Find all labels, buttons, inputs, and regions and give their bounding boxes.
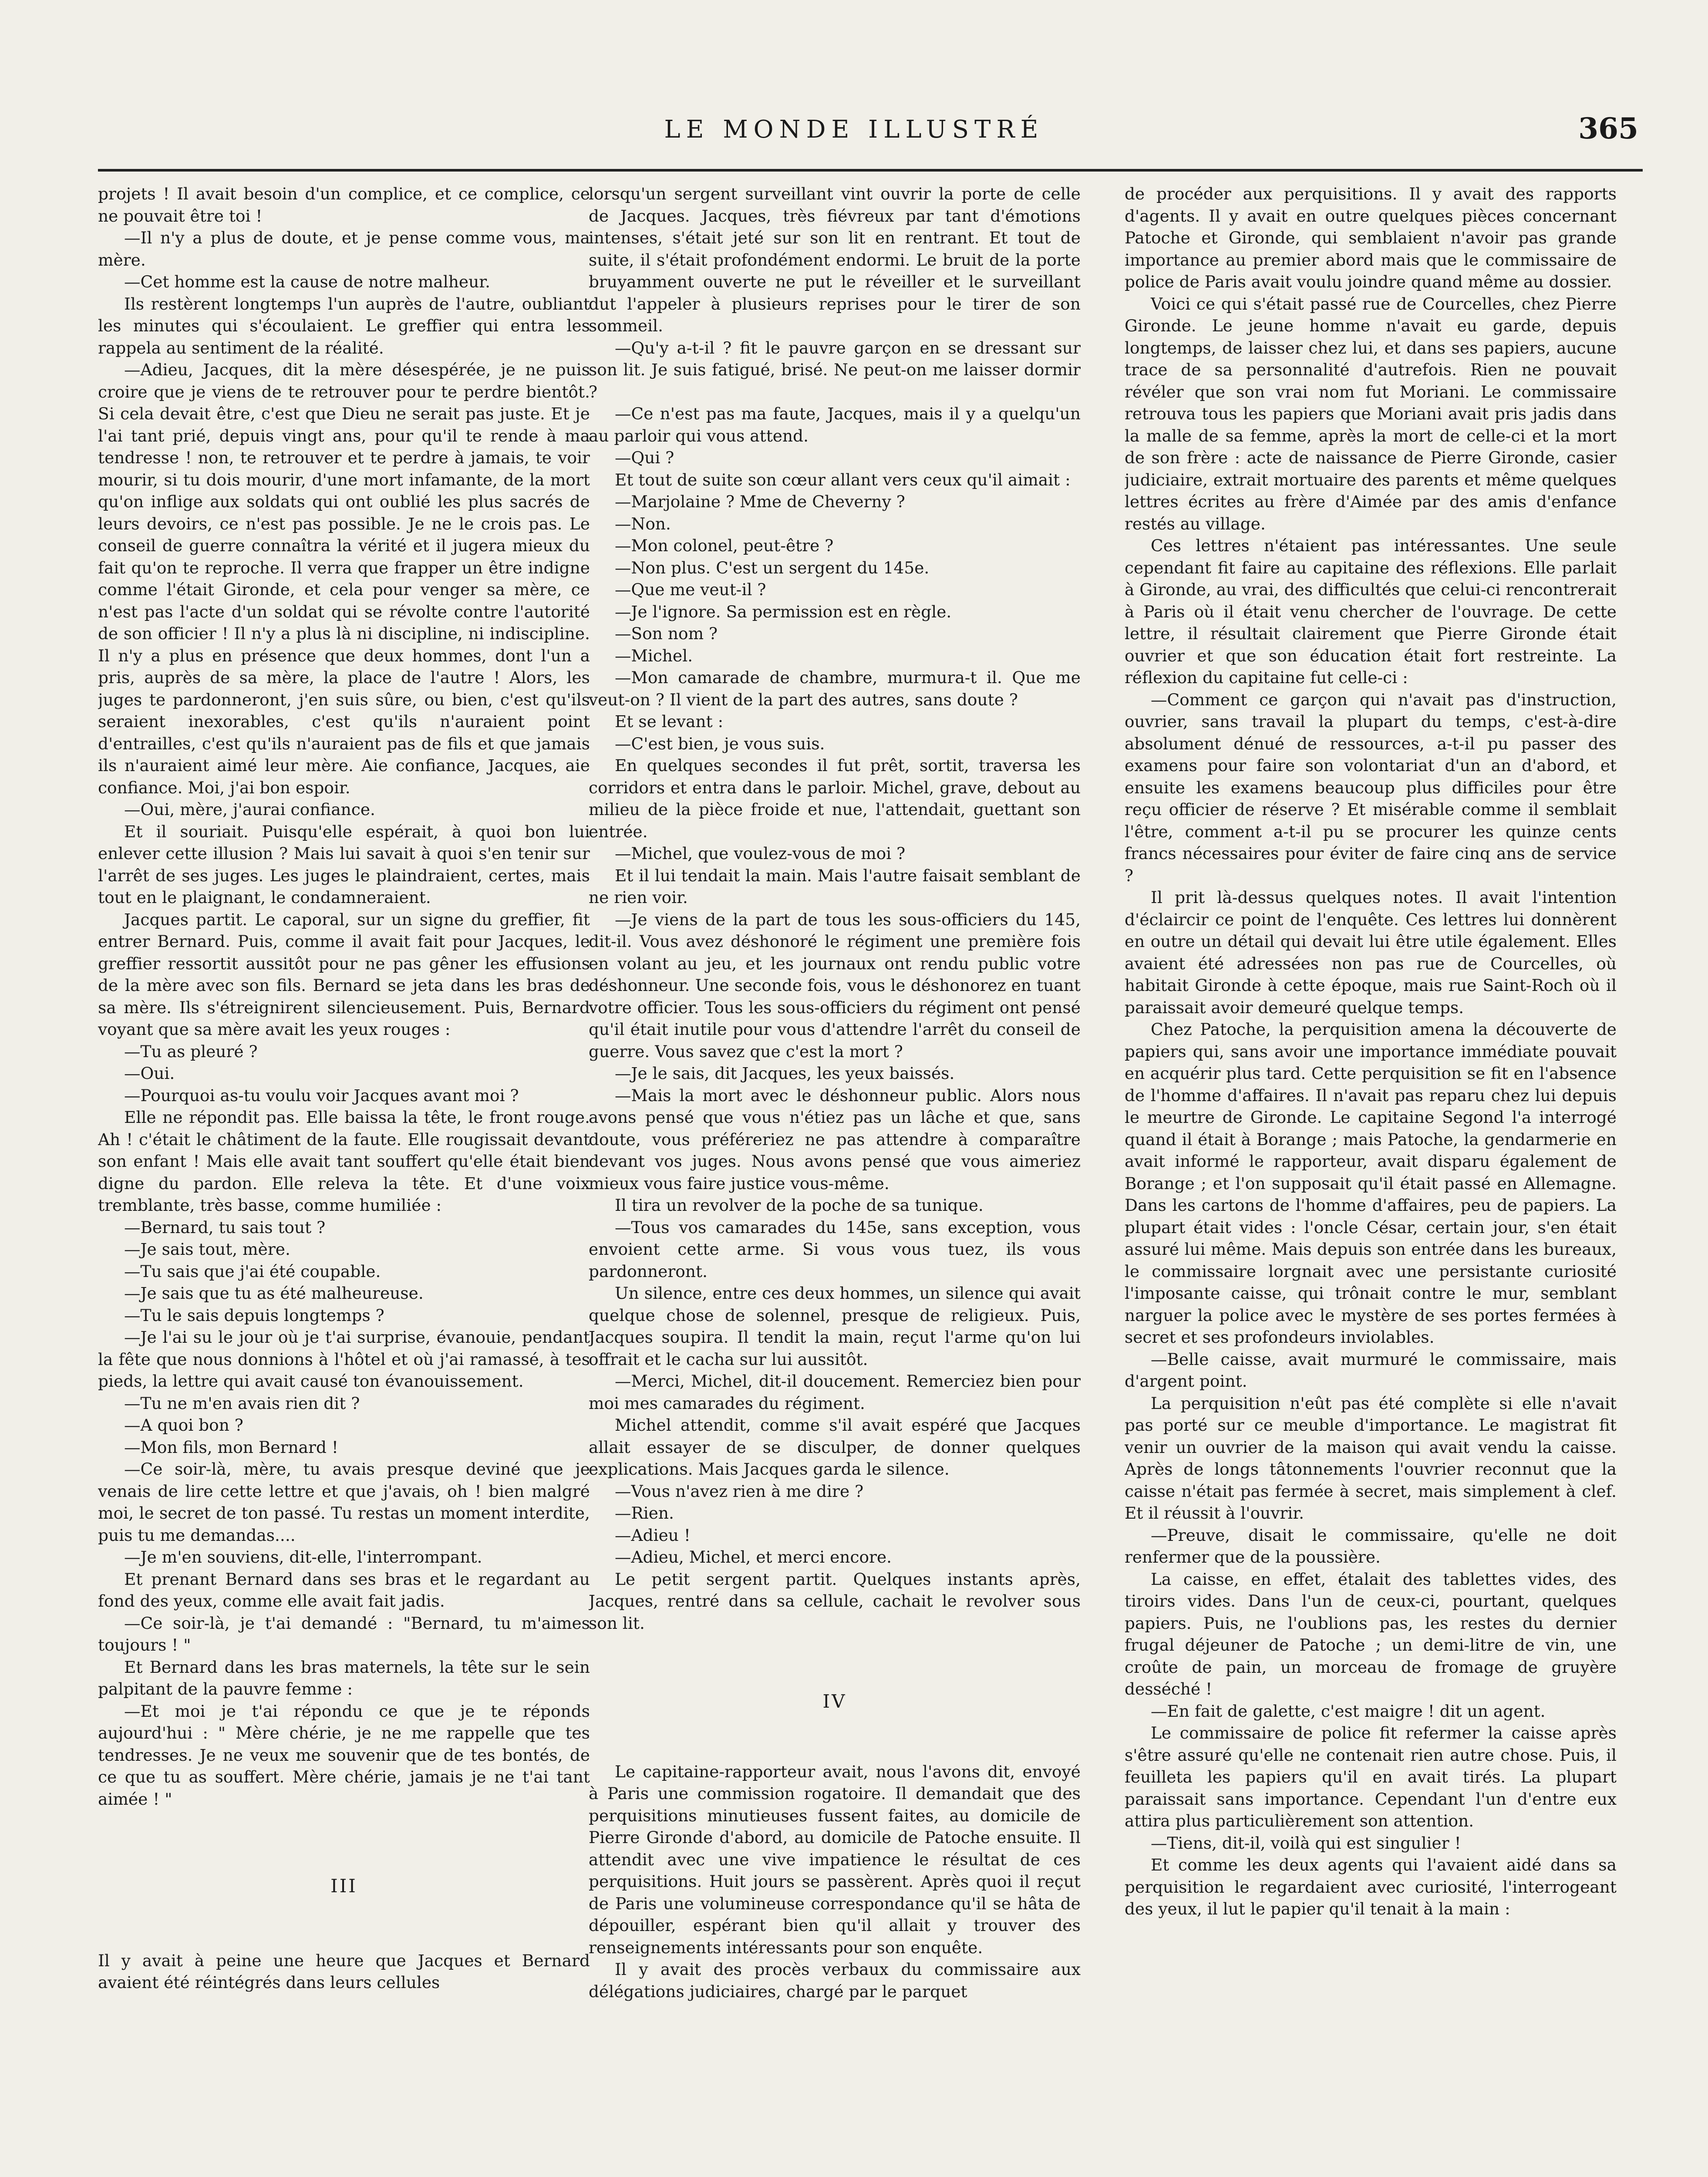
paragraph: —Pourquoi as-tu voulu voir Jacques avant moi ? — [124, 1085, 519, 1105]
paragraph: Le capitaine-rapporteur avait, nous l'avons dit, envoyé à Paris une commission rogatoire. Il demandait que des perquisitions minutieuses fussent faites, au domicile de Pierre Gironde d'abord, au domicile de Patoche ensuite. Il attendit avec une vive impatience le résultat de ces perquisitions. Huit jours se passèrent. Après quoi il reçut de Paris une volumineuse correspondance qu'il se hâta de dépouiller, espérant bien qu'il allait y trouver des renseignements intéressants pour son enquête. — [589, 1762, 1081, 1957]
paragraph: Voici ce qui s'était passé rue de Courcelles, chez Pierre Gironde. Le jeune homme n'avait eu garde, depuis longtemps, de laisser chez lui, et dans ses papiers, aucune trace de sa personnalité d'autrefois. Rien ne pouvait révéler que son vrai nom fut Moriani. Le commissaire retrouva tous les papiers que Moriani avait pris jadis dans la malle de sa femme, après la mort de celle-ci et la mort de son frère : acte de naissance de Pierre Gironde, casier judiciaire, extrait mortuaire des parents et même quelques lettres écrites au frère d'Aimée par des amis d'enfance restés au village. — [1125, 294, 1617, 533]
paragraph: Un silence, entre ces deux hommes, un silence qui avait quelque chose de solennel, presque de religieux. Puis, Jacques soupira. Il tendit la main, reçut l'arme qu'on lui offrait et le cacha sur lui aussitôt. — [589, 1284, 1081, 1369]
page-header — [0, 0, 1708, 183]
paragraph: —Comment ce garçon qui n'avait pas d'instruction, ouvrier, sans travail la plupart du temps, c'est-à-dire absolument dénué de ressources, a-t-il pu passer des examens pour faire son volontariat d'un an d'abord, et ensuite les examens beaucoup plus difficiles pour être reçu officier de réserve ? Et misérable comme il semblait l'être, comment a-t-il pu se procurer les quinze cents francs nécessaires pour éviter de faire cinq ans de service ? — [1125, 690, 1617, 885]
paragraph: —Ce n'est pas ma faute, Jacques, mais il y a quelqu'un au parloir qui vous attend. — [589, 404, 1081, 445]
paragraph: —Cet homme est la cause de notre malheur. — [124, 272, 490, 291]
paragraph: Jacques partit. Le caporal, sur un signe du greffier, fit entrer Bernard. Puis, comme il avait fait pour Jacques, le greffier ressortit aussitôt pour ne pas gêner les effusions de la mère avec son fils. Bernard se jeta dans les bras de sa mère. Ils s'étreignirent silencieusement. Puis, Bernard voyant que sa mère avait les yeux rouges : — [98, 910, 590, 1039]
paragraph: —Mon fils, mon Bernard ! — [124, 1437, 338, 1457]
paragraph: —Vous n'avez rien à me dire ? — [615, 1481, 864, 1501]
paragraph: —Tiens, dit-il, voilà qui est singulier ! — [1151, 1833, 1461, 1853]
paragraph: —Tu le sais depuis longtemps ? — [124, 1305, 384, 1325]
paragraph: Et comme les deux agents qui l'avaient aidé dans sa perquisition le regardaient avec curiosité, l'interrogeant des yeux, il lut le papier qu'il tenait à la main : — [1125, 1855, 1617, 1918]
paragraph: —Il n'y a plus de doute, et je pense comme vous, ma mère. — [98, 228, 590, 270]
chapter-heading: IV — [822, 1691, 847, 1712]
paragraph: —Tous vos camarades du 145e, sans exception, vous envoient cette arme. Si vous vous tuez, ils vous pardonneront. — [589, 1217, 1081, 1281]
paragraph: Il prit là-dessus quelques notes. Il avait l'intention d'éclaircir ce point de l'enquête. Ces lettres lui donnèrent en outre un détail qui devait lui être utile également. Elles avaient été adressées non pas rue de Courcelles, où habitait Gironde à cette époque, mais rue Saint-Roch où il paraissait avoir demeuré quelque temps. — [1125, 888, 1617, 1017]
paragraph: —Rien. — [615, 1503, 674, 1523]
paragraph: En quelques secondes il fut prêt, sortit, traversa les corridors et entra dans le parloir. Michel, grave, debout au milieu de la pièce froide et nue, l'attendait, guettant son entrée. — [589, 756, 1081, 841]
paragraph: —Je sais que tu as été malheureuse. — [124, 1284, 424, 1303]
paragraph: Et il souriait. Puisqu'elle espérait, à quoi bon lui enlever cette illusion ? Mais lui savait à quoi s'en tenir sur l'arrêt de ses juges. Les juges le plaindraient, certes, mais tout en le plaignant, le condamneraient. — [98, 822, 590, 907]
paragraph: —Je m'en souviens, dit-elle, l'interrompant. — [124, 1547, 482, 1567]
paragraph: —Je le sais, dit Jacques, les yeux baissés. — [615, 1064, 955, 1083]
paragraph: —Mais la mort avec le déshonneur public. Alors nous avons pensé que vous n'étiez pas un lâche et que, sans doute, vous préféreriez ne pas attendre à comparaître devant vos juges. Nous avons pensé que vous aimeriez mieux vous faire justice vous-même. — [589, 1085, 1081, 1193]
paragraph: Il tira un revolver de la poche de sa tunique. — [615, 1196, 984, 1215]
paragraph: —Tu ne m'en avais rien dit ? — [124, 1393, 360, 1413]
column-3 — [1125, 183, 1617, 2177]
paragraph: —Son nom ? — [615, 624, 718, 643]
paragraph: Elle ne répondit pas. Elle baissa la tête, le front rouge. Ah ! c'était le châtiment de la faute. Elle rougissait devant son enfant ! Mais elle avait tant souffert qu'elle était bien digne du pardon. Elle releva la tête. Et d'une voix tremblante, très basse, comme humiliée : — [98, 1108, 590, 1215]
paragraph: —Et moi je t'ai répondu ce que je te réponds aujourd'hui : " Mère chérie, je ne me rappelle que tes tendresses. Je ne veux me souvenir que de tes bontés, de ce que tu as souffert. Mère chérie, jamais je ne t'ai tant aimée ! " — [98, 1701, 590, 1809]
paragraph: Et tout de suite son cœur allant vers ceux qu'il aimait : — [615, 470, 1071, 489]
column-2 — [589, 183, 1081, 2177]
paragraph: —Qui ? — [615, 448, 674, 467]
paragraph: —Marjolaine ? Mme de Cheverny ? — [615, 492, 905, 511]
paragraph: —A quoi bon ? — [124, 1415, 243, 1435]
paragraph: —Qu'y a-t-il ? fit le pauvre garçon en se dressant sur son lit. Je suis fatigué, brisé. Ne peut-on me laisser dormir ? — [589, 338, 1081, 401]
paragraph: Ces lettres n'étaient pas intéressantes. Une seule cependant fit faire au capitaine des réflexions. Elle parlait à Gironde, au vrai, des difficultés que celui-ci rencontrerait à Paris où il était venu chercher de l'ouvrage. De cette lettre, il résultait clairement que Pierre Gironde était ouvrier et que son éducation était fort restreinte. La réflexion du capitaine fut celle-ci : — [1125, 536, 1617, 687]
paragraph: —Je sais tout, mère. — [124, 1240, 290, 1259]
header-rule — [98, 169, 1643, 172]
paragraph: —Non plus. C'est un sergent du 145e. — [615, 558, 930, 577]
paragraph: —Je l'ignore. Sa permission est en règle. — [615, 602, 952, 621]
paragraph: Michel attendit, comme s'il avait espéré que Jacques allait essayer de se disculper, de donner quelques explications. Mais Jacques garda le silence. — [589, 1415, 1081, 1479]
paragraph: Il y avait des procès verbaux du commissaire aux délégations judiciaires, chargé par le parquet — [589, 1960, 1081, 2001]
paragraph: lorsqu'un sergent surveillant vint ouvrir la porte de celle de Jacques. Jacques, très fiévreux par tant d'émotions intenses, s'était jeté sur son lit en rentrant. Et tout de suite, il s'était profondément endormi. Le bruit de la porte bruyamment ouverte ne put le réveiller et le surveillant dut l'appeler à plusieurs reprises pour le tirer de son sommeil. — [589, 184, 1081, 335]
paragraph: Ils restèrent longtemps l'un auprès de l'autre, oubliant les minutes qui s'écoulaient. Le greffier qui entra les rappela au sentiment de la réalité. — [98, 294, 590, 357]
paragraph: Chez Patoche, la perquisition amena la découverte de papiers qui, sans avoir une importance immédiate pouvait en acquérir plus tard. Cette perquisition se fit en l'absence de l'homme d'affaires. Il n'avait pas reparu chez lui depuis le meurtre de Gironde. Le capitaine Segond l'a interrogé quand il était à Borange ; mais Patoche, la gendarmerie en avait informé le rapporteur, avait disparu également de Borange ; et l'on supposait qu'il était passé en Allemagne. Dans les cartons de l'homme d'affaires, peu de papiers. La plupart était vides : l'oncle César, certain jour, s'en était assuré lui même. Mais depuis son entrée dans les bureaux, le commissaire lorgnait avec une persistante curiosité l'imposante caisse, qui trônait contre le mur, semblant narguer la police avec le mystère de ses portes fermées à secret et ses profondeurs inviolables. — [1125, 1020, 1617, 1347]
paragraph: —Merci, Michel, dit-il doucement. Remerciez bien pour moi mes camarades du régiment. — [589, 1372, 1081, 1413]
paragraph: de procéder aux perquisitions. Il y avait des rapports d'agents. Il y avait en outre quelques pièces concernant Patoche et Gironde, qui semblaient n'avoir pas grande importance au premier abord mais que le commissaire de police de Paris avait voulu joindre quand même au dossier. — [1125, 184, 1617, 291]
paragraph: —En fait de galette, c'est maigre ! dit un agent. — [1151, 1701, 1546, 1721]
paragraph: —Preuve, disait le commissaire, qu'elle ne doit renfermer que de la poussière. — [1125, 1525, 1617, 1567]
paragraph: —Mon camarade de chambre, murmura-t il. Que me veut-on ? Il vient de la part des autres, sans doute ? — [589, 668, 1081, 709]
paragraph: Il y avait à peine une heure que Jacques et Bernard avaient été réintégrés dans leurs cellules — [98, 1951, 590, 1992]
paragraph: —Non. — [615, 514, 671, 533]
paragraph: —Bernard, tu sais tout ? — [124, 1217, 326, 1237]
paragraph: Le commissaire de police fit refermer la caisse après s'être assuré qu'elle ne contenait rien autre chose. Puis, il feuilleta les papiers qu'il en avait tirés. La plupart paraissait sans importance. Cependant l'un d'entre eux attira plus particulièrement son attention. — [1125, 1723, 1617, 1830]
chapter-heading: III — [330, 1875, 357, 1897]
paragraph: —Michel, que voulez-vous de moi ? — [615, 844, 906, 863]
paragraph: —Je l'ai su le jour où je t'ai surprise, évanouie, pendant la fête que nous donnions à l'hôtel et où j'ai ramassé, à tes pieds, la lettre qui avait causé ton évanouissement. — [98, 1328, 590, 1391]
paragraph: Et se levant : — [615, 712, 724, 731]
page-number: 365 — [1578, 111, 1638, 145]
paragraph: —C'est bien, je vous suis. — [615, 734, 825, 753]
masthead: LE MONDE ILLUSTRÉ — [664, 115, 1044, 144]
paragraph: Et Bernard dans les bras maternels, la tête sur le sein palpitant de la pauvre femme : — [98, 1657, 590, 1698]
paragraph: projets ! Il avait besoin d'un complice, et ce complice, ce ne pouvait être toi ! — [98, 184, 590, 226]
paragraph: —Belle caisse, avait murmuré le commissaire, mais d'argent point. — [1125, 1349, 1617, 1391]
paragraph: Le petit sergent partit. Quelques instants après, Jacques, rentré dans sa cellule, cachait le revolver sous son lit. — [589, 1569, 1081, 1633]
paragraph: —Ce soir-là, mère, tu avais presque deviné que je venais de lire cette lettre et que j'avais, oh ! bien malgré moi, le secret de ton passé. Tu restas un moment interdite, puis tu me demandas.... — [98, 1459, 590, 1545]
paragraph: —Ce soir-là, je t'ai demandé : "Bernard, tu m'aimes toujours ! " — [98, 1613, 590, 1655]
paragraph: La caisse, en effet, étalait des tablettes vides, des tiroirs vides. Dans l'un de ceux-ci, pourtant, quelques papiers. Puis, ne l'oublions pas, les restes du dernier frugal déjeuner de Patoche ; un demi-litre de vin, une croûte de pain, un morceau de fromage de gruyère desséché ! — [1125, 1569, 1617, 1698]
paragraph: —Que me veut-il ? — [615, 580, 766, 599]
paragraph: —Tu sais que j'ai été coupable. — [124, 1261, 381, 1281]
paragraph: —Oui, mère, j'aurai confiance. — [124, 800, 375, 819]
paragraph: Et prenant Bernard dans ses bras et le regardant au fond des yeux, comme elle avait fait jadis. — [98, 1569, 590, 1611]
paragraph: —Mon colonel, peut-être ? — [615, 536, 834, 555]
paragraph: —Je viens de la part de tous les sous-officiers du 145, dit-il. Vous avez déshonoré le régiment une première fois en volant au jeu, et les journaux ont rendu public votre déshonneur. Une seconde fois, vous le déshonorez en tuant votre officier. Tous les sous-officiers du régiment ont pensé qu'il était inutile pour vous d'attendre l'arrêt du conseil de guerre. Vous savez que c'est la mort ? — [589, 910, 1081, 1061]
paragraph: —Oui. — [124, 1064, 175, 1083]
paragraph: —Adieu ! — [615, 1525, 691, 1545]
paragraph: —Michel. — [615, 646, 693, 665]
paragraph: —Tu as pleuré ? — [124, 1041, 258, 1061]
column-1 — [98, 183, 590, 2177]
paragraph: La perquisition n'eût pas été complète si elle n'avait pas porté sur ce meuble d'importance. Le magistrat fit venir un ouvrier de la maison qui avait vendu la caisse. Après de longs tâtonnements l'ouvrier reconnut que la caisse n'était pas fermée à secret, mais simplement à clef. Et il réussit à l'ouvrir. — [1125, 1393, 1617, 1523]
paragraph: —Adieu, Michel, et merci encore. — [615, 1547, 892, 1567]
paragraph: Et il lui tendait la main. Mais l'autre faisait semblant de ne rien voir. — [589, 866, 1081, 907]
paragraph: —Adieu, Jacques, dit la mère désespérée, je ne puis croire que je viens de te retrouver pour te perdre bientôt. Si cela devait être, c'est que Dieu ne serait pas juste. Et je l'ai tant prié, depuis vingt ans, pour qu'il te rende à ma tendresse ! non, te retrouver et te perdre à jamais, te voir mourir, si tu dois mourir, d'une mort infamante, de la mort qu'on inflige aux soldats qui ont oublié les plus sacrés de leurs devoirs, ce n'est pas possible. Je ne le crois pas. Le conseil de guerre connaîtra la vérité et il jugera mieux du fait qu'on te reproche. Il verra que frapper un être indigne comme l'était Gironde, et cela pour venger sa mère, ce n'est pas l'acte d'un soldat qui se révolte contre l'autorité de son officier ! Il n'y a plus là ni discipline, ni indiscipline. Il n'y a plus en présence que deux hommes, dont l'un a pris, auprès de sa mère, la place de l'autre ! Alors, les juges te pardonneront, j'en suis sûre, ou bien, c'est qu'ils seraient inexorables, c'est qu'ils n'auraient point d'entrailles, c'est qu'ils n'auraient pas de fils et que jamais ils n'auraient aimé leur mère. Aie confiance, Jacques, aie confiance. Moi, j'ai bon espoir. — [98, 360, 590, 797]
